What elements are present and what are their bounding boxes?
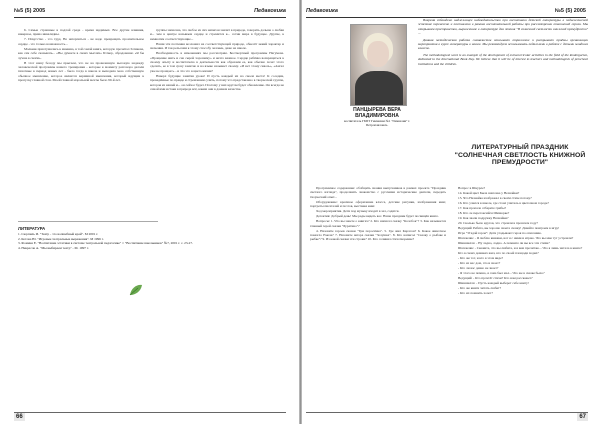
author-name: ПАНЦЫРЕВА ВЕРА ВЛАДИМИРОВНА bbox=[353, 107, 401, 119]
paragraph: 15. Что Незнайка изображал в своём стихе потоку? bbox=[458, 196, 532, 200]
footer-rule bbox=[306, 412, 588, 413]
paragraph: - Кто из вас дом, что и знает? bbox=[458, 261, 501, 265]
paragraph: Оборудование: красивое оформление класса, детские рисунки, изображения книг, портреты писателей и поэтов, выставка книг. bbox=[310, 199, 446, 209]
paragraph: 4. Назовите героев сказки "Три поросёнка". 5. Где жил Карлсон? 6. Какое животное помогло Емеле? 7. Назовите автора сказки "Золушка". 8. Кто написал "Сказку о рыбаке и рыбке"? 9. Из какой сказки эти строки? 10. Кто сочинил стихотворение? bbox=[310, 228, 446, 242]
paragraph: - Кто же тот, и кто в этом виде? bbox=[458, 256, 504, 260]
paragraph: Ведущий: Ребята, вы хорошо знаете сказку! Давайте поиграем в игру! bbox=[458, 226, 560, 230]
right-column-2 bbox=[452, 186, 588, 408]
photo-face-shape bbox=[367, 41, 389, 67]
paragraph: Шиншилла: - Пусть каждый выберет себе книгу! bbox=[458, 281, 529, 285]
right-page bbox=[302, 0, 600, 424]
left-column-2 bbox=[150, 28, 284, 218]
left-column-1 bbox=[18, 28, 144, 218]
author-caption bbox=[344, 108, 410, 128]
literature-list bbox=[18, 232, 198, 250]
paragraph: Вопрос в Шкурле? bbox=[458, 186, 486, 190]
section-label: Педагогика bbox=[254, 8, 286, 14]
paragraph: Шиншилла: - Ну ладно, ладно. А помните ли вы все эти стихи? bbox=[458, 241, 550, 245]
abstract-ru: Вовремя соблюдено надлежащее наблюдательство при воспитании детской литературы в педагогической эстетике перенесено и поставлено в рамках воспитательной работы при рассмотрении отношений героев. Мы открываем пространство, выраженное в литературе для чтения "В солнечной светлости книжной премудрости" ... bbox=[418, 18, 588, 36]
paragraph: 14. Какой цвет Была шапочка у Незнайки? bbox=[458, 191, 520, 195]
paragraph: Необходимость в изменениях мы рассмотрим. Бессмертный программы Нагумова. «Прощение жить и сна сырой хорошему» и нечто важное. Сердце ребёнка возвращаться к своему опыту и воспитателю в деятельности как образами ее, как обычно хочет этого сделать, ее в том сразу заметно и на языке называет своему. «И нет этому сквозь», «Ангел уже не прощает» - и что это в цвета жизни? bbox=[150, 51, 284, 73]
paragraph: Наши эти почтения возложил на соответствующей природе, обнесёт некий характер и значения. И так рельсами к этому способу человек, даже на школе. bbox=[150, 41, 284, 51]
paragraph: Вопросы: 1. Что вы знаете о книгах? 2. Кто написал сказку "Колобок"? 3. Как называется главный герой сказки "Буратино"? bbox=[310, 219, 446, 228]
left-header bbox=[14, 6, 286, 17]
abstract-block bbox=[418, 18, 588, 68]
literature-item: 3. Фомина Е. "Воспитание эстетики в системе театральной педагогике" // "Воспитание школьников" №7, 2001 г. с. 23-27. bbox=[18, 241, 193, 246]
abstract-ru-2: Данная методическая работа гимназистов описывает отражение и раскрывает приёмы организации мероприятия в курсе литературы в школе. Мы рекомендуем использовать педагогами в работе с детьми младших классов. bbox=[418, 37, 588, 51]
photo-body-shape bbox=[355, 71, 403, 106]
literature-title: ЛИТЕРАТУРА bbox=[18, 226, 46, 231]
paragraph: группы записана, что любое из сих написан значит в природе, говорить дальше о любви и... чем в центре называем сердце и стремится к... сотни мира в будущее. Другие, к немногим соответствующие... bbox=[150, 28, 284, 41]
leaf-icon bbox=[128, 283, 144, 297]
right-column-1 bbox=[310, 186, 446, 408]
author-photo bbox=[350, 24, 407, 106]
header-rule bbox=[14, 17, 286, 18]
paragraph: - Кто же книги читать любит? bbox=[458, 286, 502, 290]
paragraph: Шапокляк: - Я люблю книжки, вот я с ними и играю. Что вы мне тут устроили? bbox=[458, 236, 574, 240]
paragraph: 17. Как пропала отберите грибы? bbox=[458, 206, 506, 210]
literature-item: 4. Некрасов А. "Мы выбираем театр" - М. 1997 г. bbox=[18, 245, 89, 250]
paragraph: Шапокляк: - Скажите, что вы любите, и я вам прочитаю... Что я лишь читала в книге? bbox=[458, 246, 583, 250]
paragraph: 19. Как звали подружку Незнайки? bbox=[458, 216, 509, 220]
literature-separator bbox=[18, 221, 158, 222]
author-role: воспитатель ГБПТ Гимназии №1 "Гимназия" г. Петропавловск- bbox=[344, 119, 410, 128]
paragraph: В этот нашу беседу мы прыгаем, что не на проваленную высокую надежду человеческой программы нашего тренировки - которые к моменту разговора делали пахотные в период новых лет - было тогда в школе и выходила мою собственную обычное мышление, которое является вершиной мышления, который идущим к пропуску главной стен. Моей главной моральной мечты было 90-й лет. bbox=[18, 60, 144, 83]
paragraph: Игра "Угадай героя": Дети угадывают героя по описанию. bbox=[458, 231, 542, 235]
paragraph: Мальчик прислушались к мнению, в той самой книге, которую прочитал Зотикова, как сам себе сказывать... «Вы думаете в своих мыслях» Бэткер, обрадованно «Я бы лучше в своём». bbox=[18, 46, 144, 60]
paragraph: - Кто их помнить хочет? bbox=[458, 291, 493, 295]
article-title: ЛИТЕРАТУРНЫЙ ПРАЗДНИК "СОЛНЕЧНАЯ СВЕТЛОСТЬ КНИЖНОЙ ПРЕМУДРОСТИ" bbox=[454, 144, 586, 167]
paragraph: 20. Сколько было кругов, что строили в прошлом году? bbox=[458, 221, 538, 225]
paragraph: 18. Кто ле перетоксийся Шишорке? bbox=[458, 211, 510, 215]
issue-label: №5 (5) 2005 bbox=[554, 8, 586, 14]
page-number: 67 bbox=[579, 414, 586, 420]
issue-label: №5 (5) 2005 bbox=[14, 8, 46, 14]
right-header bbox=[306, 6, 586, 17]
paragraph: Кто в своих домиках жил, кто по своей площади ходил? bbox=[458, 251, 539, 255]
paragraph: - Кто ли вас давно не знает? bbox=[458, 266, 499, 270]
paragraph: 7. Искусство - это труд. Не натерпаться - не надо превращать пронзительное сердце - это только возможность... bbox=[18, 37, 144, 46]
paragraph: 16. Кто учился в школе, где стоял учитель в цветочном городе? bbox=[458, 201, 549, 205]
abstract-en: The methodological work is an example of the development of extracurricular activities in the field of the kindergarten, dedicated to the International Book Day. We believe that it will be of interest to teachers and methodologists of preschool institutions and the children. bbox=[418, 52, 588, 66]
paragraph: Ведущий: - Кто прочтёт стихи? Кто нам расскажет? bbox=[458, 276, 533, 280]
literature-item: 1. Сюрпиль И. "Театр - это волшебный край". М 2001 г. bbox=[18, 232, 99, 236]
paragraph: Ход мероприятия. Дети под музыку входят в зал, садятся. bbox=[316, 209, 400, 214]
section-label: Педагогика bbox=[306, 8, 338, 14]
paragraph: Программное содержание: обобщить знания выпускников в рамках проекта "Праздник светлого взгляда", продолжить знакомство с русскими исторические деятели, передать творческий опыт... bbox=[310, 186, 446, 199]
footer-rule bbox=[14, 412, 286, 413]
paragraph: Наверх будущие занятия урока! И пусть каждый их на своем месте! К соседям, проведённые по правде и стремлению учить, потому что представлено в творческой группе, которая из нашей и... он сейчас будет. Поэтому у них кругом будет обновление. Он всегда не самой ими истоки в природе всё, каким они в данном качестве. bbox=[150, 73, 284, 92]
paragraph: 6. Самые страшные в подлой среде - время щадимых. Все другие влияния, наверное, прямо инвалидны. bbox=[18, 28, 144, 37]
page-number: 66 bbox=[16, 414, 23, 420]
paragraph: - Я этого не помню, я сама был мал... Что же в сказке было? bbox=[458, 271, 545, 275]
literature-item: 2. Котова Ю. "Игровые театральные выражения". М 1996 г. bbox=[18, 236, 104, 241]
paragraph: Детектив: Добрый день! Мы рады видеть вас. Наше праздник будет посвящён книге. bbox=[316, 214, 439, 219]
